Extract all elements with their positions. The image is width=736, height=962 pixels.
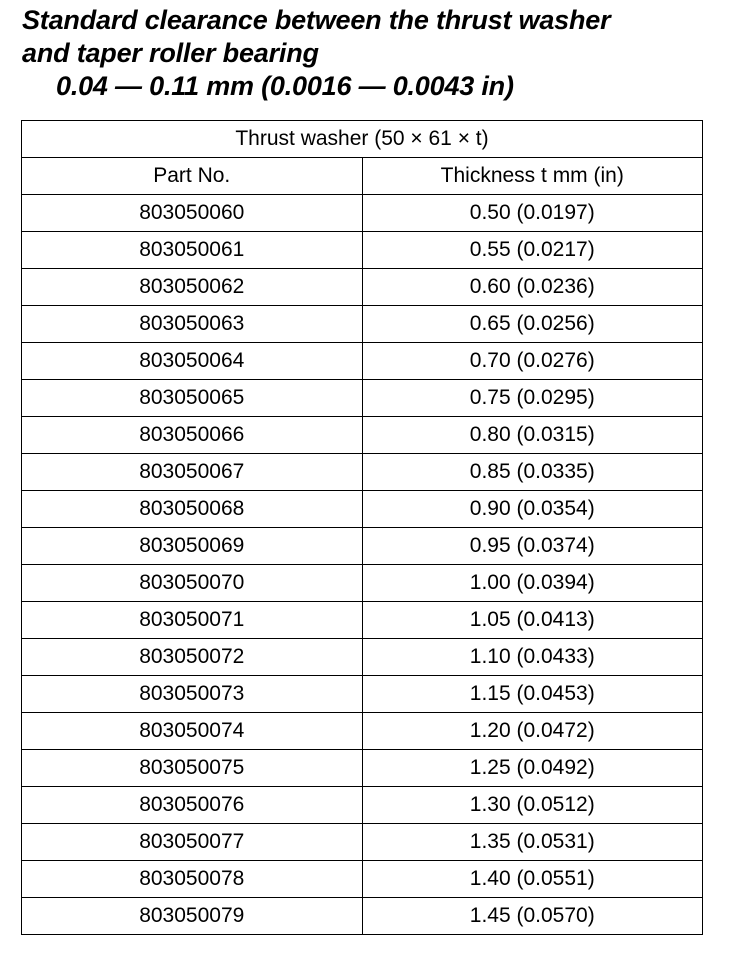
part-number-cell: 803050077 xyxy=(22,824,363,861)
thickness-cell: 1.25 (0.0492) xyxy=(362,750,703,787)
table-row xyxy=(22,639,703,676)
table-row xyxy=(22,861,703,898)
table-row xyxy=(22,602,703,639)
table-row xyxy=(22,528,703,565)
thickness-cell: 1.05 (0.0413) xyxy=(362,602,703,639)
clearance-spec: 0.04 — 0.11 mm (0.0016 — 0.0043 in) xyxy=(56,71,514,101)
table-row xyxy=(22,343,703,380)
part-number-cell: 803050070 xyxy=(22,565,363,602)
part-number-cell: 803050079 xyxy=(22,898,363,935)
table-row xyxy=(22,898,703,935)
thickness-cell: 0.75 (0.0295) xyxy=(362,380,703,417)
thickness-cell: 1.00 (0.0394) xyxy=(362,565,703,602)
part-number-cell: 803050074 xyxy=(22,713,363,750)
table-row xyxy=(22,676,703,713)
part-number-cell: 803050067 xyxy=(22,454,363,491)
part-number-cell: 803050072 xyxy=(22,639,363,676)
table-row xyxy=(22,269,703,306)
part-number-cell: 803050060 xyxy=(22,195,363,232)
table-row xyxy=(22,824,703,861)
part-number-cell: 803050068 xyxy=(22,491,363,528)
thickness-cell: 0.95 (0.0374) xyxy=(362,528,703,565)
thickness-cell: 1.45 (0.0570) xyxy=(362,898,703,935)
thickness-cell: 0.70 (0.0276) xyxy=(362,343,703,380)
thickness-cell: 1.30 (0.0512) xyxy=(362,787,703,824)
thickness-cell: 0.85 (0.0335) xyxy=(362,454,703,491)
part-number-cell: 803050069 xyxy=(22,528,363,565)
page-heading xyxy=(22,4,722,103)
part-number-cell: 803050064 xyxy=(22,343,363,380)
part-number-cell: 803050066 xyxy=(22,417,363,454)
table-group-header-row xyxy=(22,121,703,158)
thickness-cell: 0.55 (0.0217) xyxy=(362,232,703,269)
heading-line-1: Standard clearance between the thrust washer xyxy=(22,5,611,35)
part-number-cell: 803050063 xyxy=(22,306,363,343)
part-number-cell: 803050062 xyxy=(22,269,363,306)
thickness-cell: 1.15 (0.0453) xyxy=(362,676,703,713)
thickness-cell: 0.60 (0.0236) xyxy=(362,269,703,306)
thickness-cell: 0.65 (0.0256) xyxy=(362,306,703,343)
part-number-cell: 803050076 xyxy=(22,787,363,824)
table-body xyxy=(22,195,703,935)
part-number-cell: 803050071 xyxy=(22,602,363,639)
thrust-washer-table xyxy=(21,120,703,935)
table-row xyxy=(22,306,703,343)
part-number-cell: 803050065 xyxy=(22,380,363,417)
table-row xyxy=(22,713,703,750)
thickness-cell: 1.10 (0.0433) xyxy=(362,639,703,676)
table-column-header-row xyxy=(22,158,703,195)
table-group-header: Thrust washer (50 × 61 × t) xyxy=(22,121,703,158)
table-row xyxy=(22,232,703,269)
thickness-cell: 0.90 (0.0354) xyxy=(362,491,703,528)
table-row xyxy=(22,454,703,491)
table-row xyxy=(22,195,703,232)
table-row xyxy=(22,565,703,602)
column-header-part-no: Part No. xyxy=(22,158,363,195)
table-row xyxy=(22,417,703,454)
column-header-thickness: Thickness t mm (in) xyxy=(362,158,703,195)
part-number-cell: 803050073 xyxy=(22,676,363,713)
table-row xyxy=(22,750,703,787)
table-row xyxy=(22,380,703,417)
heading-line-2: and taper roller bearing xyxy=(22,38,319,68)
part-number-cell: 803050061 xyxy=(22,232,363,269)
table-row xyxy=(22,491,703,528)
thickness-cell: 1.35 (0.0531) xyxy=(362,824,703,861)
thickness-cell: 1.20 (0.0472) xyxy=(362,713,703,750)
thickness-cell: 0.50 (0.0197) xyxy=(362,195,703,232)
part-number-cell: 803050075 xyxy=(22,750,363,787)
table-row xyxy=(22,787,703,824)
thickness-cell: 0.80 (0.0315) xyxy=(362,417,703,454)
part-number-cell: 803050078 xyxy=(22,861,363,898)
thickness-cell: 1.40 (0.0551) xyxy=(362,861,703,898)
